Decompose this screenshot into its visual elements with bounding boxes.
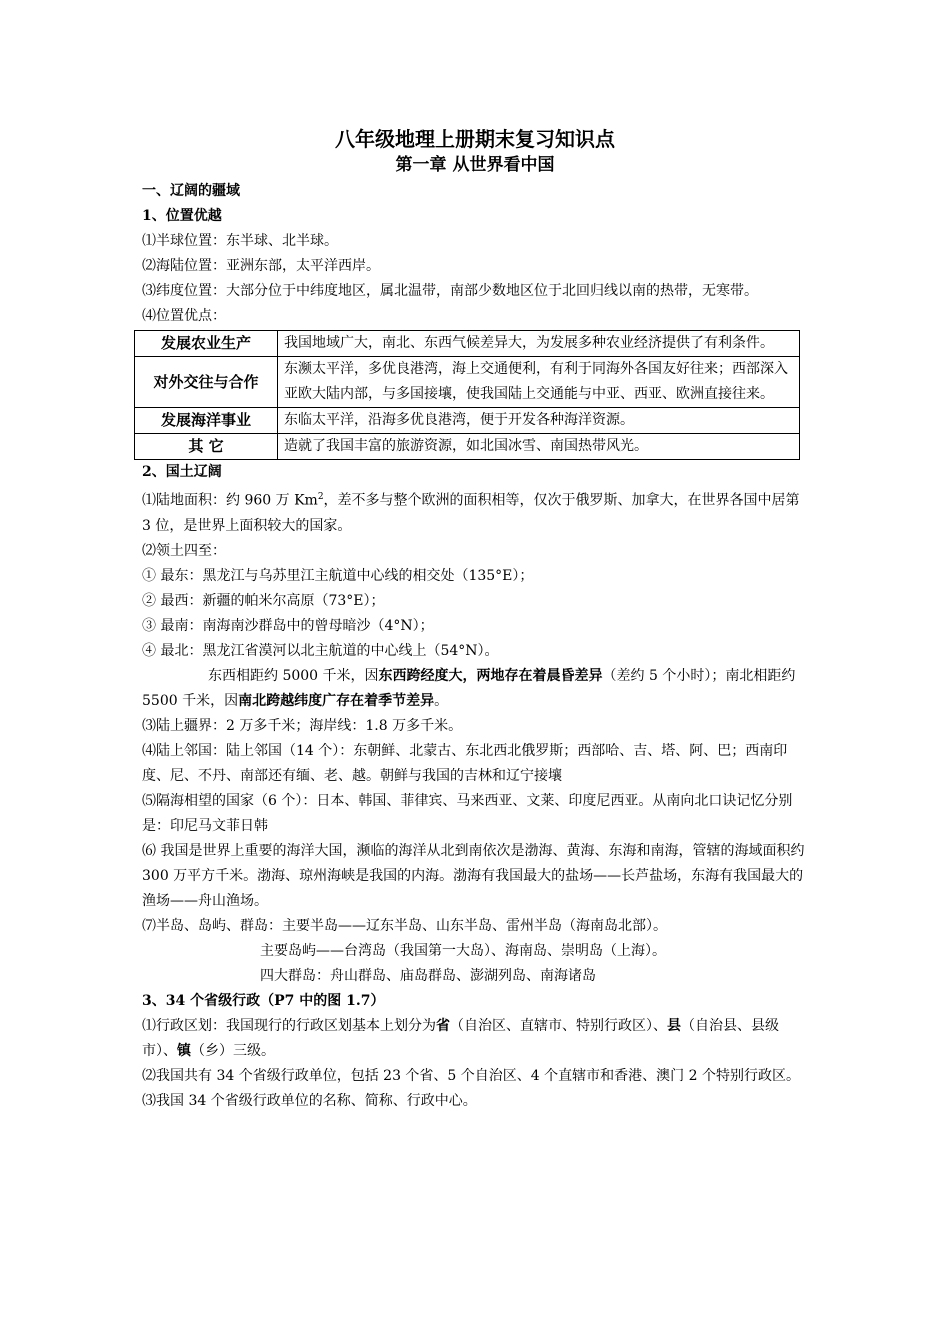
table-key: 对外交往与合作 [135, 357, 278, 408]
paragraph: ⑶纬度位置：大部分位于中纬度地区，属北温带，南部少数地区位于北回归线以南的热带，无寒带。 [142, 283, 758, 299]
paragraph: ⑶我国 34 个省级行政单位的名称、简称、行政中心。 [142, 1092, 477, 1109]
paragraph: 四大群岛：舟山群岛、庙岛群岛、澎湖列岛、南海诸岛 [260, 967, 596, 984]
table-value: 东濒太平洋，多优良港湾，海上交通便利，有利于同海外各国友好往来；西部深入亚欧大陆内部，与多国接壤，使我国陆上交通能与中亚、西亚、欧洲直接往来。 [278, 357, 800, 408]
paragraph: ⑷陆上邻国：陆上邻国（14 个）：东朝鲜、北蒙古、东北西北俄罗斯；西部哈、吉、塔、阿、巴；西南印度、尼、不丹、南部还有缅、老、越。朝鲜与我国的吉林和辽宁接壤 [142, 742, 788, 784]
subsection-heading: 3、34 个省级行政（P7 中的图 1.7） [142, 992, 385, 1009]
table-value: 东临太平洋，沿海多优良港湾，便于开发各种海洋资源。 [278, 408, 800, 434]
page-title: 八年级地理上册期末复习知识点 [335, 127, 615, 151]
table-row [135, 357, 800, 408]
list-item: ④ 最北：黑龙江省漠河以北主航道的中心线上（54°N）。 [142, 642, 499, 659]
chapter-title: 第一章 从世界看中国 [395, 155, 555, 175]
table-key: 其 它 [135, 434, 278, 460]
table-row [135, 408, 800, 434]
table-value: 造就了我国丰富的旅游资源，如北国冰雪、南国热带风光。 [278, 434, 800, 460]
paragraph: ⑴陆地面积：约 960 万 Km$^2$，差不多与整个欧洲的面积相等，仅次于俄罗斯、加拿大，在世界各国中居第 3 位，是世界上面积较大的国家。 [142, 492, 800, 534]
paragraph: 东西相距约 5000 千米，因东西跨经度大，两地存在着晨昏差异（差约 5 个小时）；南北相距约 5500 千米，因南北跨越纬度广存在着季节差异。 [142, 667, 796, 709]
subsection-heading: 1、位置优越 [142, 208, 222, 224]
paragraph: 主要岛屿——台湾岛（我国第一大岛）、海南岛、崇明岛（上海）。 [260, 942, 666, 959]
paragraph: ⑵领土四至： [142, 542, 226, 559]
table-row [135, 434, 800, 460]
paragraph: ⑵海陆位置：亚洲东部，太平洋西岸。 [142, 258, 380, 274]
paragraph: ⑵我国共有 34 个省级行政单位，包括 23 个省、5 个自治区、4 个直辖市和香港、澳门 2 个特别行政区。 [142, 1067, 800, 1084]
paragraph: ⑷位置优点： [142, 308, 226, 324]
document-page [142, 125, 808, 1114]
table-key: 发展海洋事业 [135, 408, 278, 434]
table-row [135, 331, 800, 357]
list-item: ① 最东：黑龙江与乌苏里江主航道中心线的相交处（135°E）； [142, 567, 534, 584]
section-heading: 一、辽阔的疆域 [142, 183, 240, 199]
paragraph: ⑺半岛、岛屿、群岛：主要半岛——辽东半岛、山东半岛、雷州半岛（海南岛北部）。 [142, 917, 667, 934]
advantages-table [134, 330, 800, 460]
paragraph: ⑴半球位置：东半球、北半球。 [142, 233, 338, 249]
paragraph: ⑴行政区划：我国现行的行政区划基本上划分为省（自治区、直辖市、特别行政区）、县（自治县、县级市）、镇（乡）三级。 [142, 1017, 779, 1059]
subsection-heading: 2、国土辽阔 [142, 464, 222, 480]
list-item: ② 最西：新疆的帕米尔高原（73°E）； [142, 592, 385, 609]
table-key: 发展农业生产 [135, 331, 278, 357]
paragraph: ⑶陆上疆界：2 万多千米；海岸线：1.8 万多千米。 [142, 717, 463, 734]
paragraph: ⑹ 我国是世界上重要的海洋大国，濒临的海洋从北到南依次是渤海、黄海、东海和南海，管辖的海域面积约 300 万平方千米。渤海、琼州海峡是我国的内海。渤海有我国最大的盐场——长芦盐场，东海有我国最大的渔场——舟山渔场。 [142, 842, 805, 909]
paragraph: ⑸隔海相望的国家（6 个）：日本、韩国、菲律宾、马来西亚、文莱、印度尼西亚。从南向北口诀记忆分别是：印尼马文菲日韩 [142, 792, 793, 834]
table-value: 我国地域广大，南北、东西气候差异大，为发展多种农业经济提供了有利条件。 [278, 331, 800, 357]
list-item: ③ 最南：南海南沙群岛中的曾母暗沙（4°N）； [142, 617, 434, 634]
